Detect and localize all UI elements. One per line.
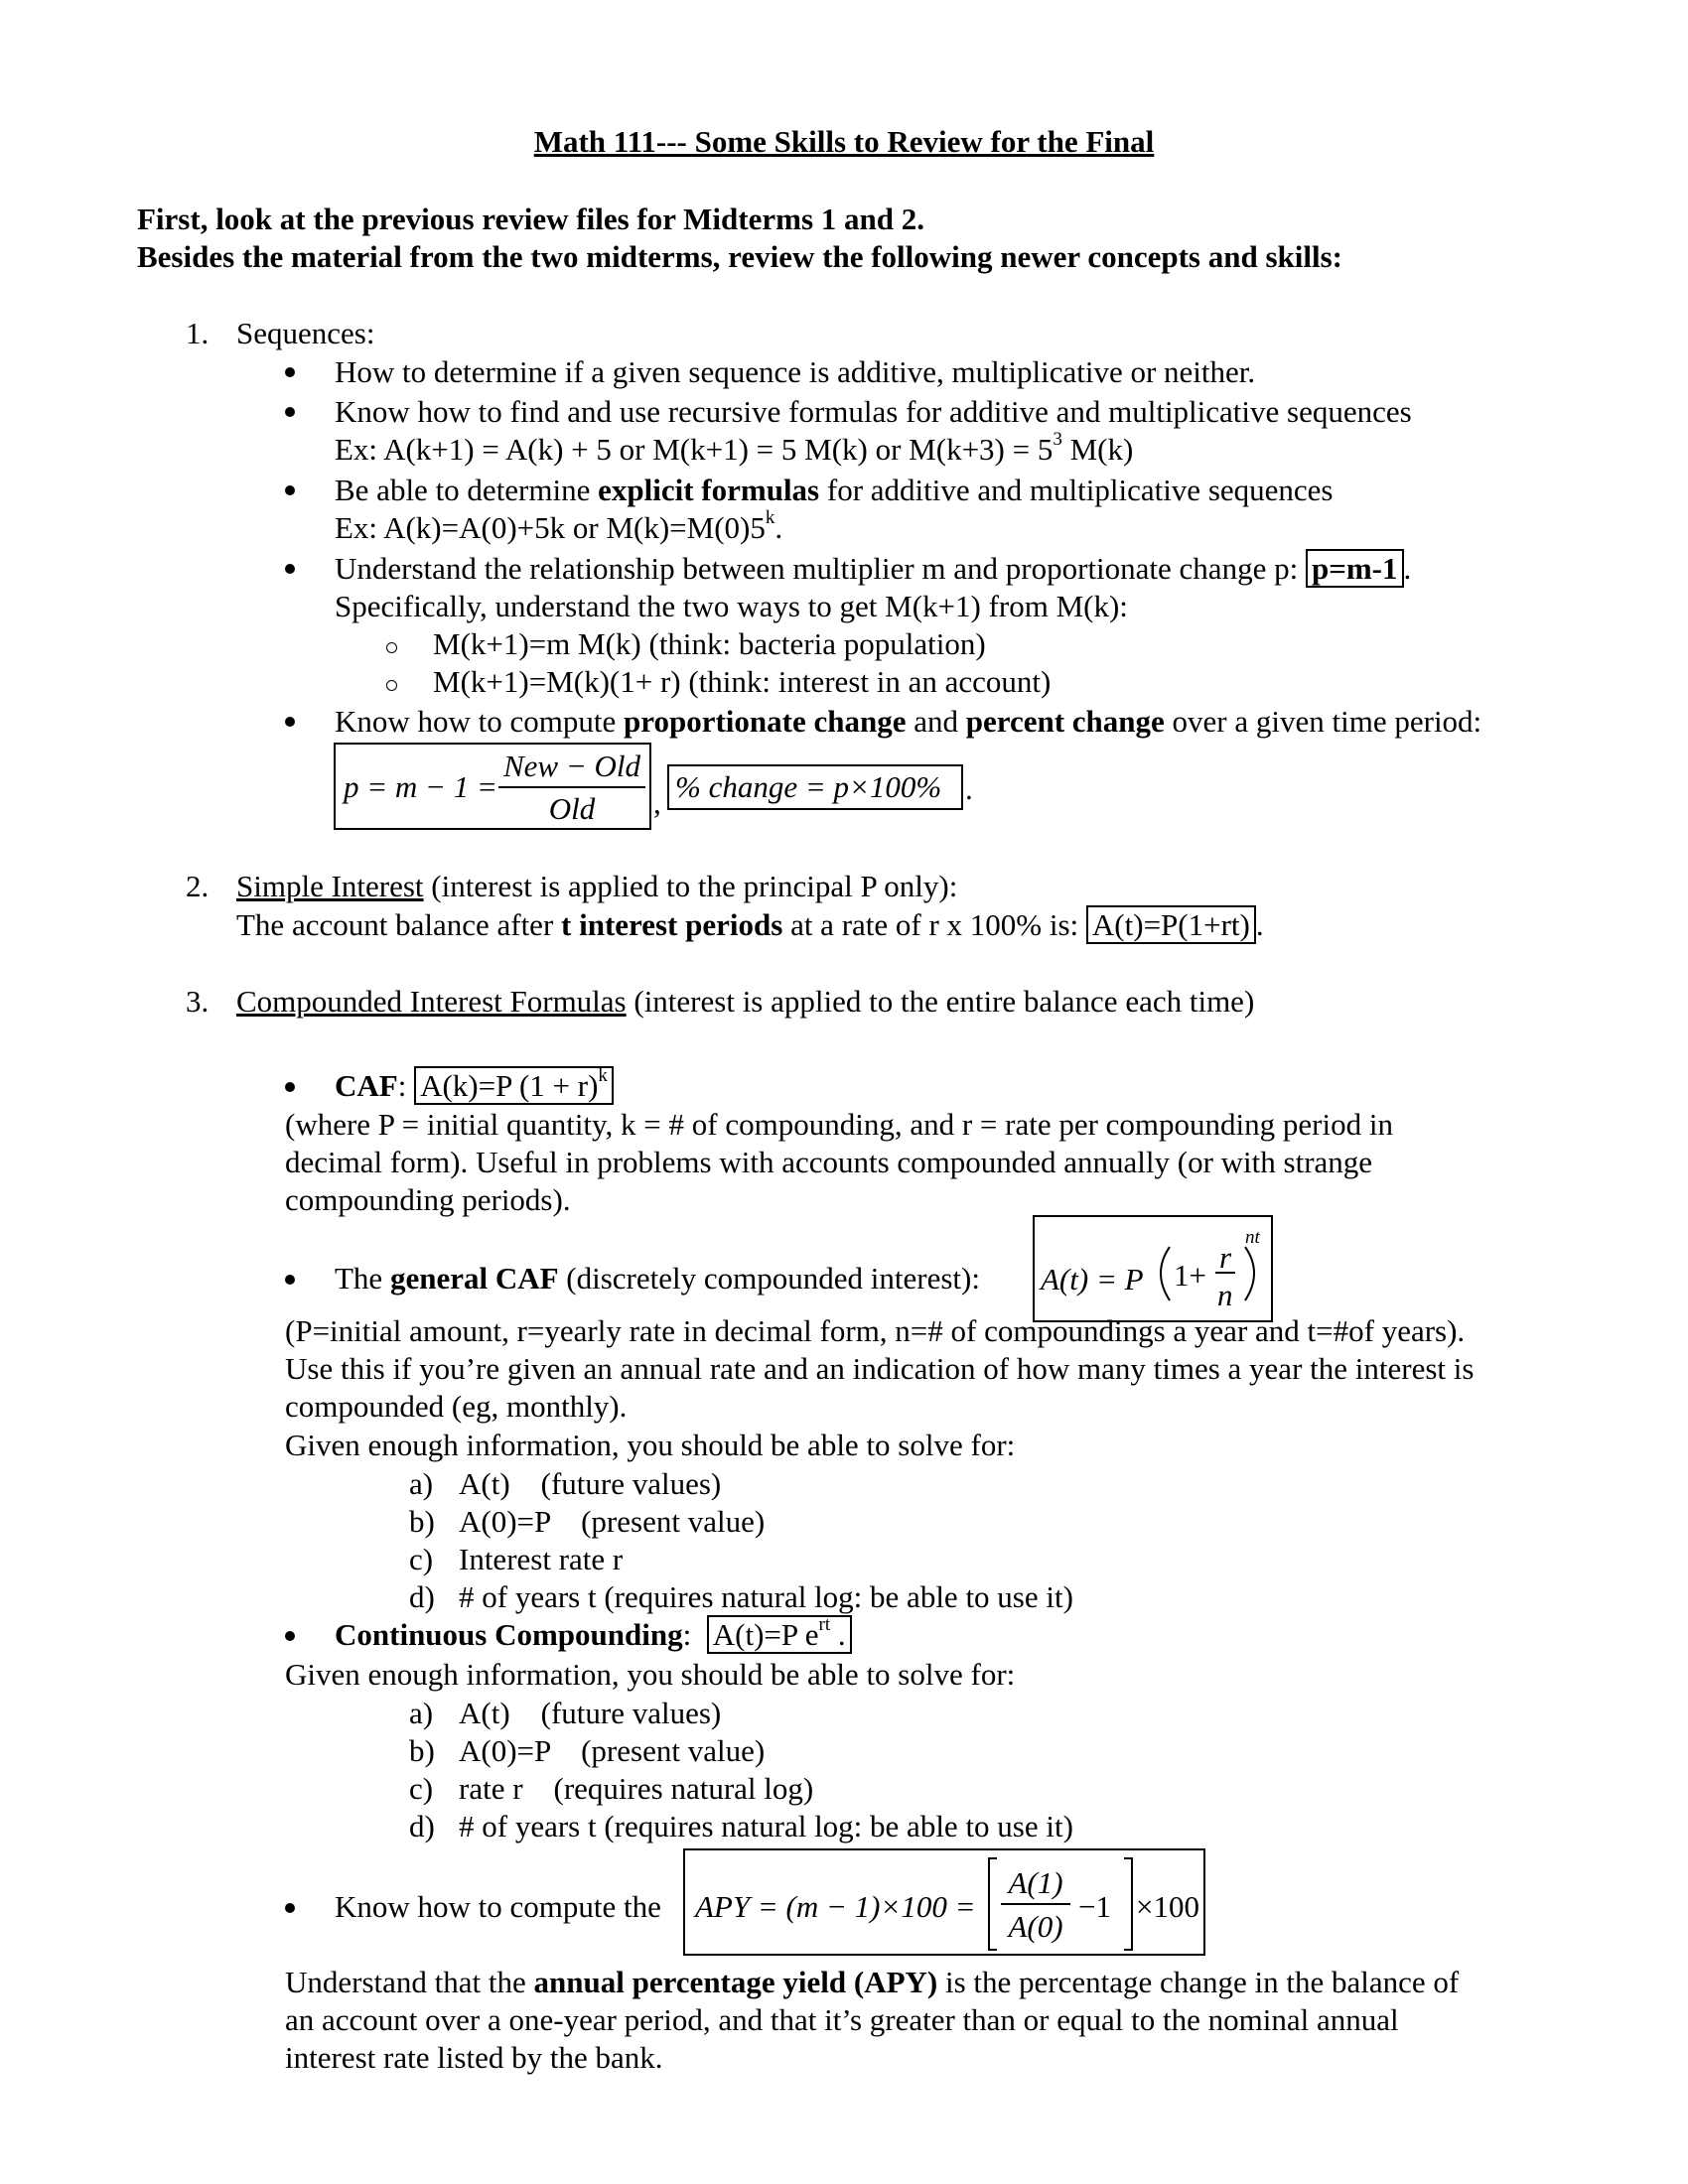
brackets	[685, 1850, 1207, 1958]
text: The	[335, 1261, 390, 1296]
continuous-compounding-line	[335, 1613, 852, 1654]
formula-numerator: New − Old	[502, 749, 641, 783]
solve-for-2: Given enough information, you should be able to solve for:	[285, 1657, 1016, 1692]
apy-desc-2: an account over a one-year period, and that it’s greater than or equal to the nominal annual	[285, 2002, 1399, 2037]
section-3-heading: Compounded Interest Formulas	[236, 984, 627, 1019]
exponent: rt	[818, 1613, 831, 1635]
parentheses	[1035, 1217, 1275, 1324]
text: Understand that the	[285, 1965, 534, 1999]
text: Be able to determine	[335, 473, 599, 507]
apy-desc-3: interest rate listed by the bank.	[285, 2040, 663, 2075]
general-caf-desc-1: (P=initial amount, r=yearly rate in decimal form, n=# of compoundings a year and t=#of years).	[285, 1313, 1466, 1348]
text: The account balance after	[236, 907, 562, 942]
exponent: 3	[1053, 428, 1062, 450]
s1-bullet-3	[335, 472, 1333, 509]
formula-denominator: Old	[548, 791, 596, 826]
formula-r: r	[1219, 1240, 1232, 1275]
fraction-bar	[498, 786, 645, 788]
formula-denominator: A(0)	[1008, 1909, 1063, 1944]
sub-bullet	[386, 642, 397, 653]
list-item-text: Interest rate r	[459, 1542, 624, 1576]
list-item-label: d)	[409, 1809, 435, 1843]
general-caf-desc-2: Use this if you’re given an annual rate and an indication of how many times a year the interest is	[285, 1351, 1475, 1386]
formula-times-100: ×100	[1136, 1889, 1199, 1924]
boxed-formula: A(t)=P(1+rt)	[1086, 905, 1256, 944]
section-1-heading: Sequences:	[236, 316, 375, 350]
list-item-text: A(t) (future values)	[459, 1466, 722, 1501]
formula-exponent: nt	[1245, 1227, 1260, 1248]
list-item-text: # of years t (requires natural log: be able to use it)	[459, 1579, 1073, 1614]
s1-bullet-4-line-2: Specifically, understand the two ways to get M(k+1) from M(k):	[335, 589, 1128, 623]
text: .	[830, 1617, 846, 1652]
s1-bullet-3-example	[335, 506, 783, 547]
bullet	[285, 717, 295, 727]
page-title: Math 111--- Some Skills to Review for the Final	[533, 124, 1155, 159]
exponent: k	[598, 1064, 608, 1086]
bullet	[285, 1275, 295, 1285]
text: is the percentage change in the balance of	[937, 1965, 1460, 1999]
general-caf-desc-3: compounded (eg, monthly).	[285, 1389, 628, 1424]
bullet	[285, 564, 295, 574]
bold-term: Continuous Compounding	[335, 1617, 683, 1652]
intro-line-2: Besides the material from the two midterms, review the following newer concepts and skills:	[137, 239, 1343, 274]
formula-lhs: p = m − 1 =	[344, 769, 497, 804]
apy-line: Know how to compute the	[335, 1889, 661, 1924]
apy-desc-1	[285, 1964, 1459, 2001]
sub-bullet	[386, 680, 397, 691]
s1-sub-bullet-2: M(k+1)=M(k)(1+ r) (think: interest in an account)	[433, 664, 1052, 699]
example-end: M(k)	[1061, 432, 1134, 467]
s1-bullet-5	[335, 703, 1481, 741]
caf-desc-3: compounding periods).	[285, 1182, 571, 1217]
text: for additive and multiplicative sequences	[819, 473, 1334, 507]
bold-term: general CAF	[389, 1261, 559, 1296]
text: (interest is applied to the principal P only):	[423, 869, 958, 903]
text: over a given time period:	[1164, 704, 1482, 739]
formula-n: n	[1217, 1278, 1233, 1312]
section-2-heading: Simple Interest	[236, 869, 424, 903]
formula-text: % change = p×100%	[675, 769, 942, 804]
text: at a rate of r x 100% is:	[782, 907, 1086, 942]
text: Know how to compute	[335, 704, 625, 739]
section-2-heading-line	[236, 868, 957, 905]
text: (interest is applied to the entire balance each time)	[626, 984, 1255, 1019]
example-text: Ex: A(k+1) = A(k) + 5 or M(k+1) = 5 M(k) or M(k+3) = 5	[335, 432, 1054, 467]
bullet	[285, 1082, 295, 1092]
bullet	[285, 367, 295, 377]
caf-desc-2: decimal form). Useful in problems with accounts compounded annually (or with strange	[285, 1145, 1373, 1179]
solve-for-1: Given enough information, you should be able to solve for:	[285, 1428, 1016, 1462]
list-item-label: c)	[409, 1771, 434, 1806]
formula-text: A(k)=P (1 + r)	[420, 1068, 599, 1103]
text: :	[397, 1068, 415, 1103]
caf-line	[335, 1064, 614, 1105]
bold-term: explicit formulas	[598, 473, 820, 507]
intro-line-1: First, look at the previous review files for Midterms 1 and 2.	[137, 202, 924, 236]
general-caf-line	[335, 1260, 980, 1297]
list-item-text: A(0)=P (present value)	[459, 1504, 766, 1539]
list-item-label: d)	[409, 1579, 435, 1614]
section-2-number: 2.	[186, 869, 210, 903]
section-1-number: 1.	[186, 316, 210, 350]
bold-term: t interest periods	[561, 907, 783, 942]
percent-change-formula	[667, 764, 963, 810]
text: :	[682, 1617, 707, 1652]
s1-bullet-2: Know how to find and use recursive formulas for additive and multiplicative sequences	[335, 394, 1412, 429]
text: and	[906, 704, 966, 739]
bold-term: percent change	[965, 704, 1165, 739]
text: .	[1255, 907, 1264, 942]
caf-desc-1: (where P = initial quantity, k = # of compounding, and r = rate per compounding period in	[285, 1107, 1393, 1142]
list-item-label: c)	[409, 1542, 434, 1576]
general-caf-formula	[1033, 1215, 1273, 1322]
list-item-label: a)	[409, 1696, 434, 1730]
bullet	[285, 485, 295, 495]
formula-text: A(t)=P e	[712, 1617, 819, 1652]
bullet	[285, 1903, 295, 1913]
section-2-line	[236, 906, 1264, 944]
s1-bullet-2-example	[335, 428, 1134, 469]
continuous-formula-box	[707, 1615, 852, 1654]
period: .	[965, 771, 973, 806]
exponent: k	[765, 506, 775, 528]
section-3-heading-line	[236, 983, 1254, 1021]
bullet	[285, 407, 295, 417]
list-item-text: # of years t (requires natural log: be able to use it)	[459, 1809, 1073, 1843]
bold-term: annual percentage yield (APY)	[533, 1965, 938, 1999]
boxed-formula: p=m-1	[1306, 549, 1404, 588]
example-text: Ex: A(k)=A(0)+5k or M(k)=M(0)5	[335, 510, 766, 545]
bold-term: proportionate change	[624, 704, 907, 739]
example-end: .	[774, 510, 783, 545]
caf-formula-box	[414, 1066, 614, 1105]
proportionate-change-formula	[334, 743, 651, 830]
list-item-text: A(0)=P (present value)	[459, 1733, 766, 1768]
formula-lhs: A(t) = P	[1041, 1262, 1144, 1297]
comma: ,	[653, 785, 661, 820]
section-3-number: 3.	[186, 984, 210, 1019]
list-item-label: a)	[409, 1466, 434, 1501]
formula-numerator: A(1)	[1008, 1865, 1063, 1900]
formula-lhs: APY = (m − 1)×100 =	[695, 1889, 976, 1924]
text: (discretely compounded interest):	[558, 1261, 980, 1296]
formula-minus-one: −1	[1078, 1889, 1111, 1924]
caf-label: CAF	[335, 1068, 398, 1103]
s1-bullet-4	[335, 550, 1411, 588]
s1-bullet-1: How to determine if a given sequence is additive, multiplicative or neither.	[335, 354, 1256, 389]
formula-one-plus: 1+	[1174, 1258, 1206, 1293]
apy-formula	[683, 1848, 1205, 1956]
list-item-label: b)	[409, 1733, 435, 1768]
bullet	[285, 1631, 295, 1641]
s1-sub-bullet-1: M(k+1)=m M(k) (think: bacteria population)	[433, 626, 986, 661]
list-item-label: b)	[409, 1504, 435, 1539]
list-item-text: A(t) (future values)	[459, 1696, 722, 1730]
text: Understand the relationship between multiplier m and proportionate change p:	[335, 551, 1306, 586]
text: .	[1403, 551, 1412, 586]
list-item-text: rate r (requires natural log)	[459, 1771, 814, 1806]
